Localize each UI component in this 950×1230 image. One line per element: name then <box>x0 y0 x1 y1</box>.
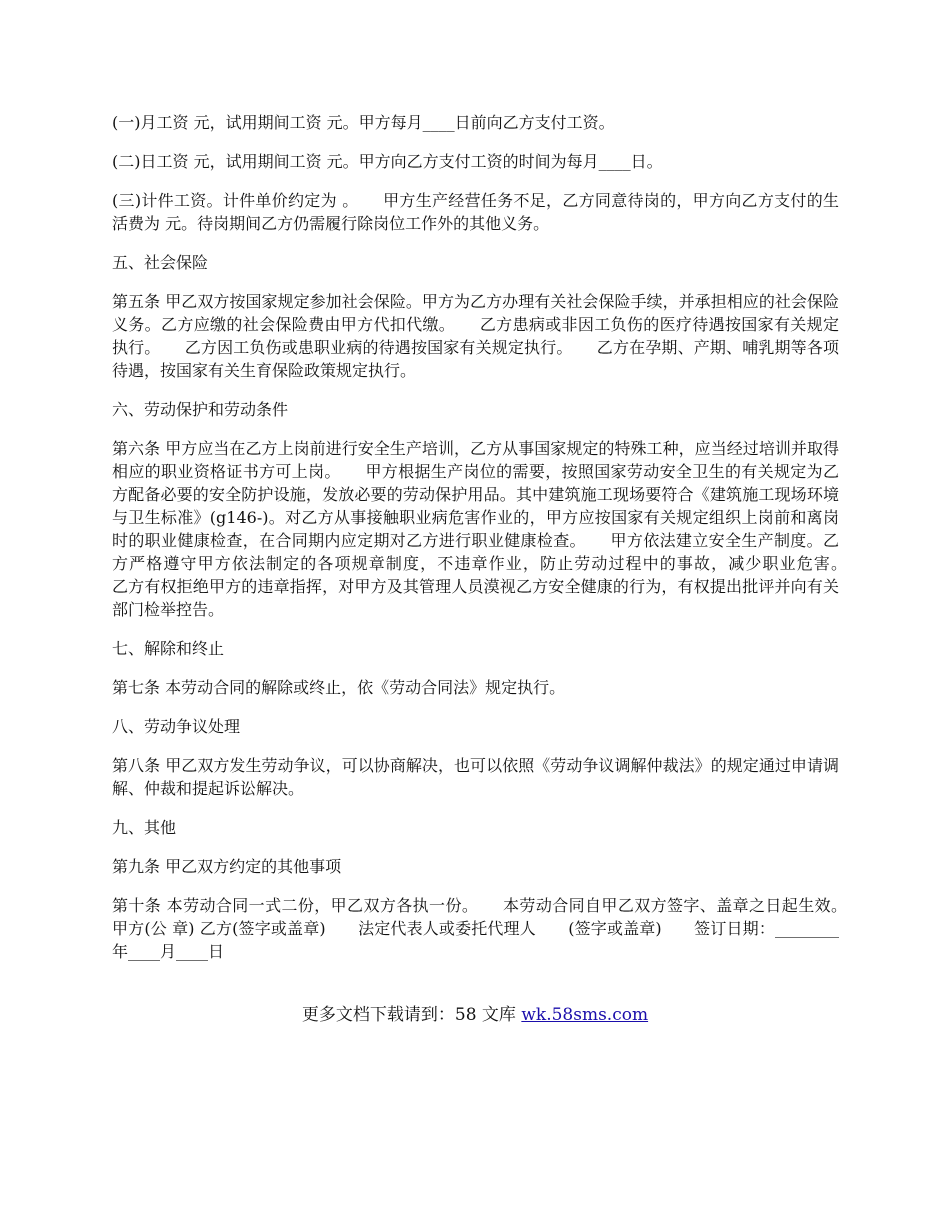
heading-other: 九、其他 <box>112 818 177 837</box>
footer-download-note <box>0 1004 950 1027</box>
paragraph-article-8: 第八条 甲乙双方发生劳动争议，可以协商解决，也可以依照《劳动争议调解仲裁法》的规定通过申请调解、仲裁和提起诉讼解决。 <box>112 756 839 798</box>
heading-dispute: 八、劳动争议处理 <box>112 717 241 736</box>
paragraph-article-10: 第十条 本劳动合同一式二份，甲乙双方各执一份。 本劳动合同自甲乙双方签字、盖章之日起生效。 甲方(公 章) 乙方(签字或盖章) 法定代表人或委托代理人 (签字或盖章) 签订日期：________年____月____日 <box>112 896 872 961</box>
footer-link[interactable]: wk.58sms.com <box>521 1005 649 1025</box>
paragraph-piece-wage: (三)计件工资。计件单价约定为 。 甲方生产经营任务不足，乙方同意待岗的，甲方向乙方支付的生活费为 元。待岗期间乙方仍需履行除岗位工作外的其他义务。 <box>112 191 839 233</box>
paragraph-daily-wage: (二)日工资 元，试用期间工资 元。甲方向乙方支付工资的时间为每月____日。 <box>112 152 663 171</box>
paragraph-article-5: 第五条 甲乙双方按国家规定参加社会保险。甲方为乙方办理有关社会保险手续，并承担相应的社会保险义务。乙方应缴的社会保险费由甲方代扣代缴。 乙方患病或非因工负伤的医疗待遇按国家有关规定执行。 乙方因工负伤或患职业病的待遇按国家有关规定执行。 乙方在孕期、产期、哺乳期等各项待遇，按国家有关生育保险政策规定执行。 <box>112 292 839 380</box>
paragraph-article-7: 第七条 本劳动合同的解除或终止，依《劳动合同法》规定执行。 <box>112 678 566 697</box>
document-body <box>112 111 872 979</box>
paragraph-article-9: 第九条 甲乙双方约定的其他事项 <box>112 857 342 876</box>
paragraph-article-6: 第六条 甲方应当在乙方上岗前进行安全生产培训，乙方从事国家规定的特殊工种，应当经过培训并取得相应的职业资格证书方可上岗。 甲方根据生产岗位的需要，按照国家劳动安全卫生的有关规定为乙方配备必要的安全防护设施，发放必要的劳动保护用品。其中建筑施工现场要符合《建筑施工现场环境与卫生标准》(g146-)。对乙方从事接触职业病危害作业的，甲方应按国家有关规定组织上岗前和离岗时的职业健康检查，在合同期内应定期对乙方进行职业健康检查。 甲方依法建立安全生产制度。乙方严格遵守甲方依法制定的各项规章制度，不违章作业，防止劳动过程中的事故，减少职业危害。 乙方有权拒绝甲方的违章指挥，对甲方及其管理人员漠视乙方安全健康的行为，有权提出批评并向有关部门检举控告。 <box>112 439 872 619</box>
footer-prefix: 更多文档下载请到：58 文库 <box>301 1005 522 1025</box>
heading-labor-protection: 六、劳动保护和劳动条件 <box>112 400 289 419</box>
heading-social-insurance: 五、社会保险 <box>112 253 209 272</box>
heading-termination: 七、解除和终止 <box>112 639 225 658</box>
paragraph-monthly-wage: (一)月工资 元，试用期间工资 元。甲方每月____日前向乙方支付工资。 <box>112 113 615 132</box>
